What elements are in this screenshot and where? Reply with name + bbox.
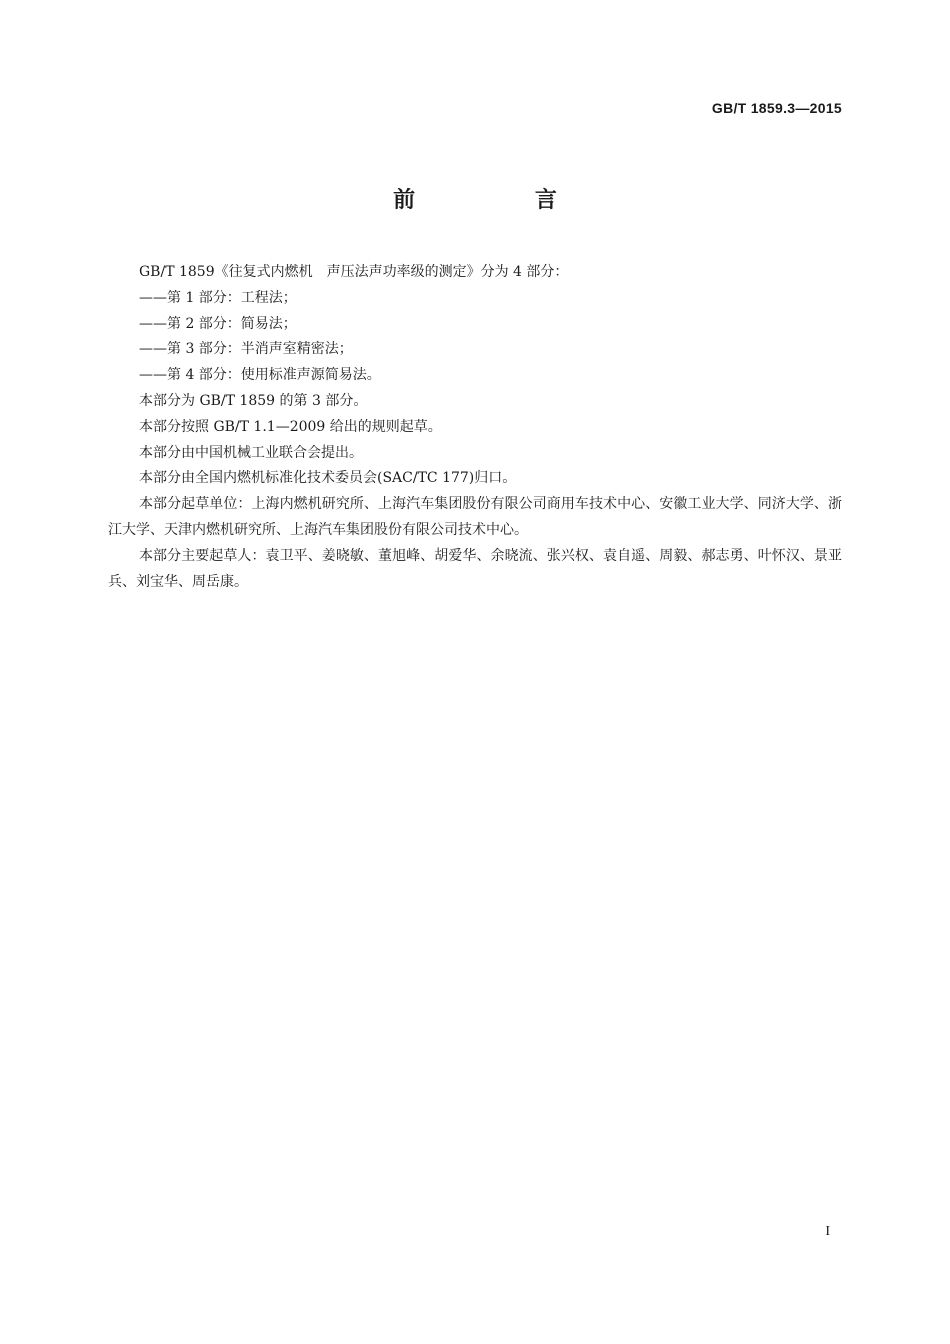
paragraph-series-intro: GB/T 1859《往复式内燃机 声压法声功率级的测定》分为 4 部分：: [139, 264, 569, 280]
list-item-part-3: ——第 3 部分：半消声室精密法；: [139, 341, 353, 358]
paragraph-drafting-units: 本部分起草单位：上海内燃机研究所、上海汽车集团股份有限公司商用车技术中心、安徽工业大学、同济大学、浙江大学、天津内燃机研究所、上海汽车集团股份有限公司技术中心。: [108, 496, 842, 538]
paragraph-drafters: 本部分主要起草人：袁卫平、姜晓敏、董旭峰、胡爱华、余晓流、张兴权、袁自遥、周毅、郝志勇、叶怀汉、景亚兵、刘宝华、周岳康。: [108, 547, 842, 590]
page-title: 前 言: [393, 188, 613, 213]
list-item-part-4: ——第 4 部分：使用标准声源简易法。: [139, 367, 381, 384]
paragraph-proposer: 本部分由中国机械工业联合会提出。: [139, 444, 363, 461]
standard-number: GB/T 1859.3—2015: [711, 100, 842, 116]
page-number: I: [825, 1224, 830, 1239]
list-item-part-2: ——第 2 部分：简易法；: [139, 315, 297, 332]
foreword-body: [108, 260, 842, 595]
paragraph-this-part: 本部分为 GB/T 1859 的第 3 部分。: [139, 392, 368, 409]
paragraph-committee: 本部分由全国内燃机标准化技术委员会(SAC/TC 177)归口。: [139, 470, 517, 487]
paragraph-drafting-rules: 本部分按照 GB/T 1.1—2009 给出的规则起草。: [139, 418, 442, 435]
list-item-part-1: ——第 1 部分：工程法；: [139, 289, 297, 306]
